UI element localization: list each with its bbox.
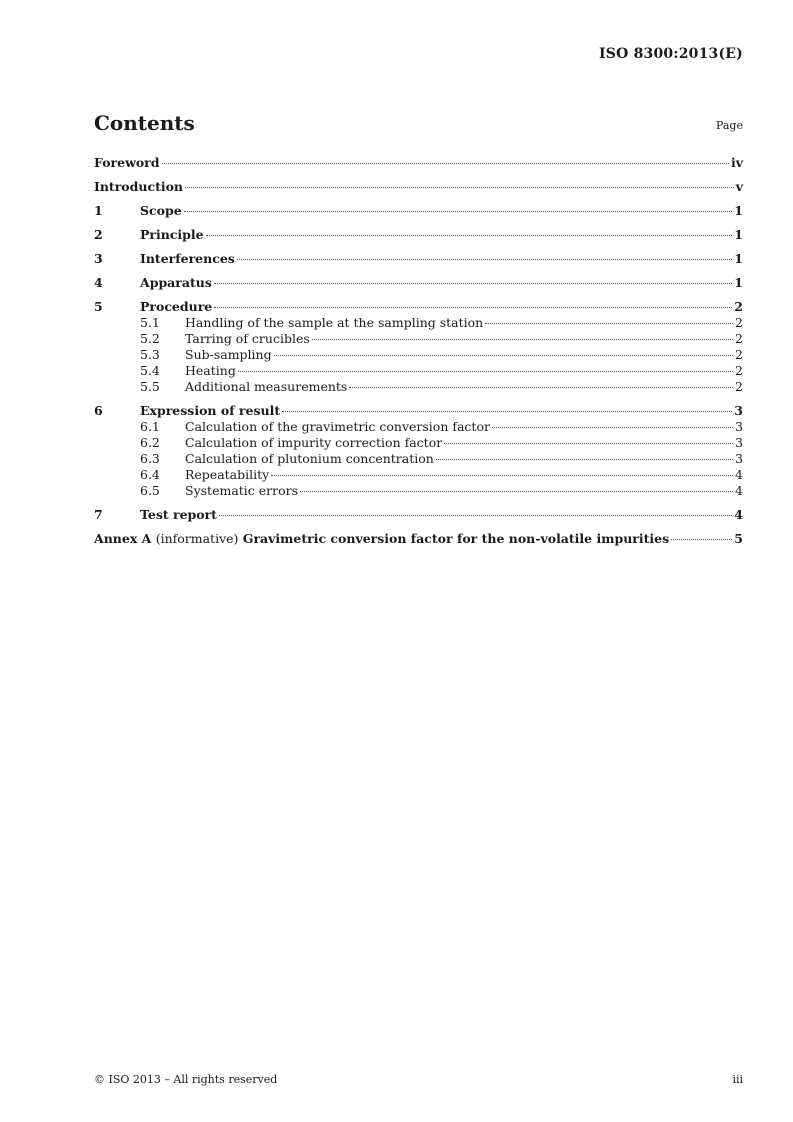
toc-entry-page: 2 (735, 379, 743, 394)
dot-leader (485, 323, 733, 324)
toc-entry-number: 5.4 (140, 363, 160, 378)
toc-entry-title: Foreword (94, 155, 160, 170)
toc-entry-foreword[interactable] (94, 155, 743, 171)
dot-leader (237, 259, 732, 260)
dot-leader (214, 283, 732, 284)
annex-note: (informative) (155, 531, 239, 546)
toc-entry-expression-of-result[interactable] (94, 403, 743, 419)
toc-entry-page: 3 (735, 451, 743, 466)
toc-entry-introduction[interactable] (94, 179, 743, 195)
toc-entry-page: 4 (735, 467, 743, 482)
toc-entry-page: 1 (734, 251, 743, 266)
toc-entry-number: 5.1 (140, 315, 160, 330)
dot-leader (492, 427, 733, 428)
toc-subentry-6-2[interactable] (94, 435, 743, 451)
toc-entry-procedure[interactable] (94, 299, 743, 315)
toc-subentry-6-3[interactable] (94, 451, 743, 467)
toc-entry-number: 1 (94, 203, 103, 218)
toc-entry-number: 5 (94, 299, 103, 314)
dot-leader (185, 187, 734, 188)
toc-entry-number: 6.4 (140, 467, 160, 482)
toc-entry-title: Introduction (94, 179, 184, 194)
toc-entry-page: 5 (734, 531, 743, 546)
toc-entry-number: 5.2 (140, 331, 160, 346)
toc-subentry-5-1[interactable] (94, 315, 743, 331)
toc-entry-page: 3 (735, 435, 743, 450)
toc-entry-test-report[interactable] (94, 507, 743, 523)
dot-leader (271, 475, 733, 476)
toc-entry-number: 6 (94, 403, 103, 418)
toc-entry-page: iv (730, 155, 743, 170)
dot-leader (274, 355, 733, 356)
dot-leader (238, 371, 733, 372)
toc-entry-page: 2 (735, 315, 743, 330)
toc-entry-interferences[interactable] (94, 251, 743, 267)
copyright-notice: © ISO 2013 – All rights reserved (94, 1073, 278, 1086)
page-number: iii (732, 1073, 743, 1086)
toc-entry-number: 5.5 (140, 379, 160, 394)
toc-entry-title: Tarring of crucibles (185, 331, 310, 346)
dot-leader (214, 307, 732, 308)
toc-subentry-5-4[interactable] (94, 363, 743, 379)
toc-entry-page: 3 (734, 403, 743, 418)
toc-entry-title: Sub-sampling (185, 347, 272, 362)
page-column-label: Page (715, 119, 743, 132)
toc-subentry-6-4[interactable] (94, 467, 743, 483)
document-id: ISO 8300:2013(E) (599, 46, 743, 62)
toc-entry-number: 2 (94, 227, 103, 242)
dot-leader (300, 491, 733, 492)
toc-subentry-6-5[interactable] (94, 483, 743, 499)
toc-entry-annex-a[interactable] (94, 531, 743, 547)
dot-leader (312, 339, 733, 340)
toc-entry-number: 5.3 (140, 347, 160, 362)
toc-entry-title: Systematic errors (185, 483, 299, 498)
toc-entry-title: Handling of the sample at the sampling station (185, 315, 484, 330)
toc-entry-number: 4 (94, 275, 103, 290)
toc-entry-number: 3 (94, 251, 103, 266)
toc-entry-page: 2 (735, 363, 743, 378)
table-of-contents (94, 155, 743, 547)
toc-entry-title (94, 531, 669, 546)
toc-entry-page: v (735, 179, 743, 194)
toc-entry-page: 2 (735, 347, 743, 362)
toc-entry-page: 1 (734, 203, 743, 218)
toc-entry-number: 6.3 (140, 451, 160, 466)
toc-entry-scope[interactable] (94, 203, 743, 219)
toc-entry-title: Calculation of impurity correction factor (185, 435, 443, 450)
dot-leader (436, 459, 733, 460)
toc-entry-page: 4 (734, 507, 743, 522)
dot-leader (219, 515, 732, 516)
dot-leader (444, 443, 733, 444)
toc-entry-title: Repeatability (185, 467, 270, 482)
annex-label: Annex A (94, 531, 152, 546)
dot-leader (184, 211, 733, 212)
toc-entry-title: Test report (140, 507, 217, 522)
toc-entry-title: Scope (140, 203, 182, 218)
toc-entry-title: Principle (140, 227, 204, 242)
toc-entry-page: 4 (735, 483, 743, 498)
toc-entry-title: Interferences (140, 251, 235, 266)
dot-leader (349, 387, 733, 388)
toc-entry-page: 2 (735, 331, 743, 346)
dot-leader (282, 411, 732, 412)
toc-entry-number: 6.5 (140, 483, 160, 498)
annex-title: Gravimetric conversion factor for the non-volatile impurities (242, 531, 670, 546)
toc-entry-title: Procedure (140, 299, 213, 314)
toc-entry-page: 2 (734, 299, 743, 314)
dot-leader (206, 235, 733, 236)
dot-leader (162, 163, 729, 164)
toc-subentry-6-1[interactable] (94, 419, 743, 435)
toc-entry-title: Calculation of plutonium concentration (185, 451, 434, 466)
toc-entry-number: 7 (94, 507, 103, 522)
toc-entry-number: 6.2 (140, 435, 160, 450)
toc-entry-page: 1 (734, 275, 743, 290)
toc-entry-page: 3 (735, 419, 743, 434)
toc-entry-apparatus[interactable] (94, 275, 743, 291)
toc-entry-title: Additional measurements (185, 379, 348, 394)
toc-subentry-5-2[interactable] (94, 331, 743, 347)
toc-entry-title: Apparatus (140, 275, 212, 290)
toc-subentry-5-5[interactable] (94, 379, 743, 395)
toc-entry-title: Expression of result (140, 403, 281, 418)
contents-heading: Contents (94, 111, 195, 135)
toc-entry-title: Calculation of the gravimetric conversion factor (185, 419, 490, 434)
toc-entry-principle[interactable] (94, 227, 743, 243)
toc-entry-number: 6.1 (140, 419, 160, 434)
dot-leader (671, 539, 732, 540)
toc-entry-title: Heating (185, 363, 236, 378)
toc-entry-page: 1 (734, 227, 743, 242)
toc-subentry-5-3[interactable] (94, 347, 743, 363)
